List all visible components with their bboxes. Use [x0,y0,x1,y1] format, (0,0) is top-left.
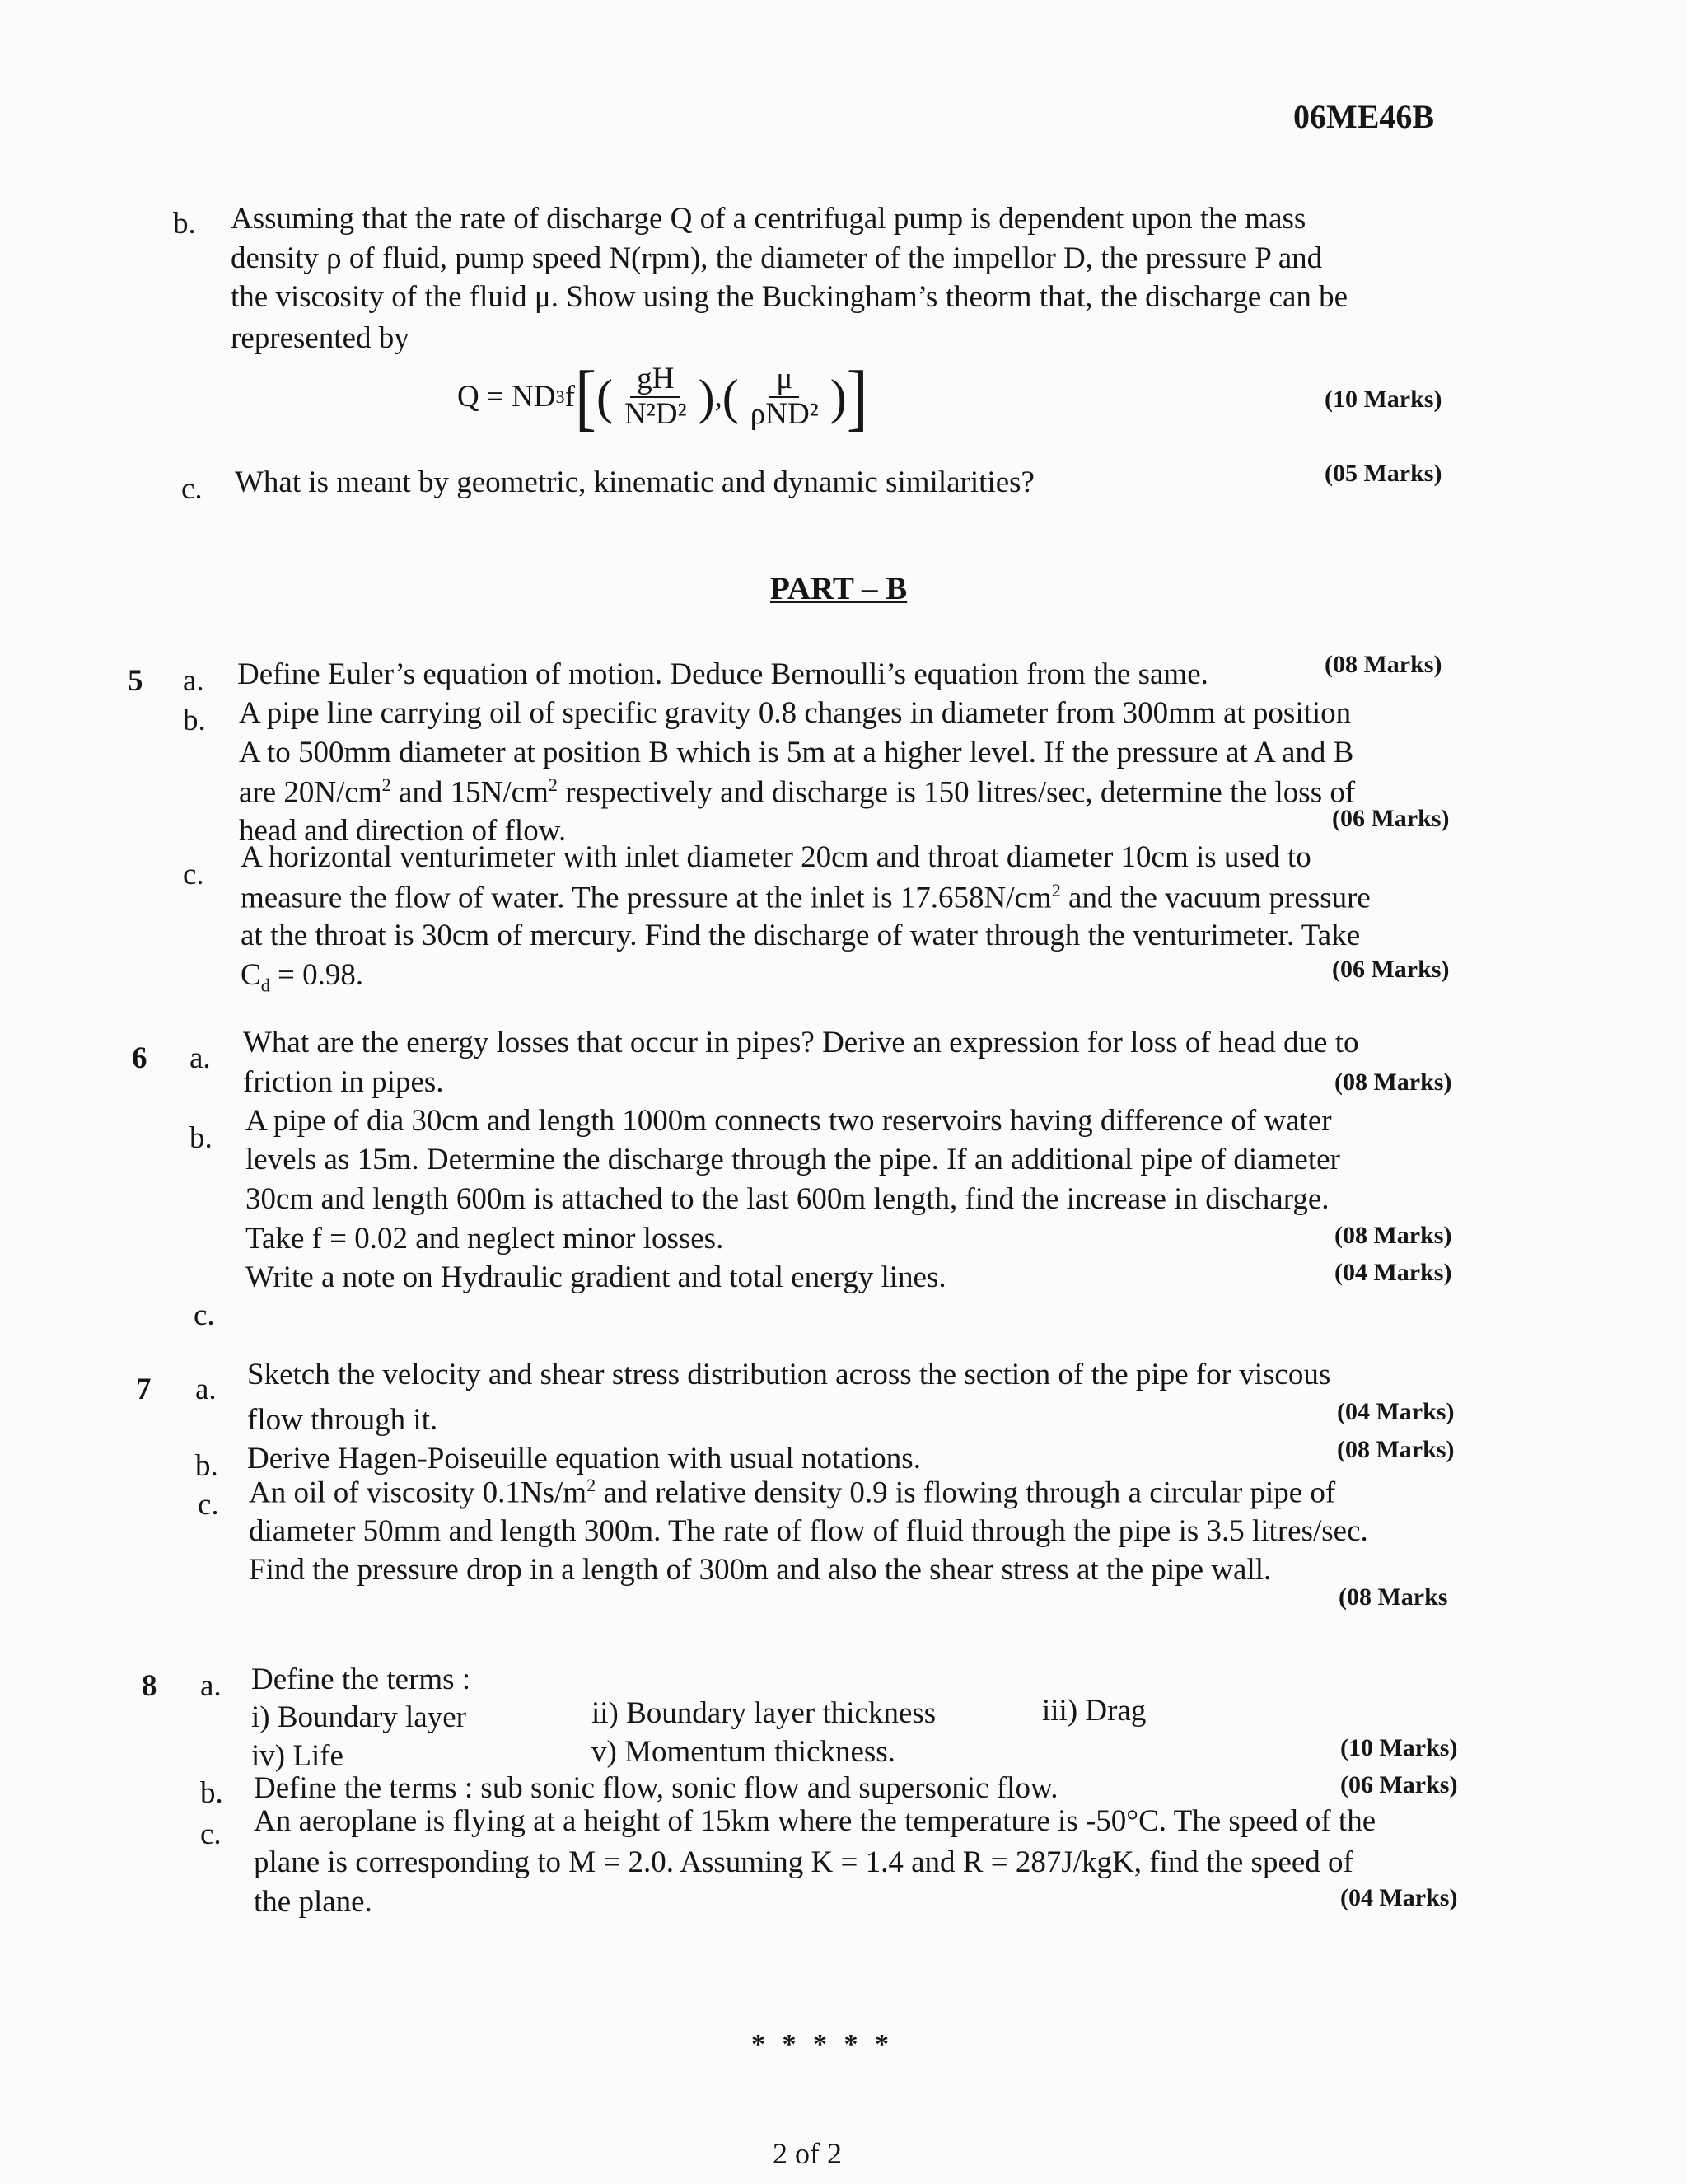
q5c-marks: (06 Marks) [1332,956,1450,983]
term-boundary-layer: i) Boundary layer [251,1700,466,1734]
frac2-denominator: ρND² [750,396,819,431]
q5c-line-1: A horizontal venturimeter with inlet diameter 20cm and throat diameter 10cm is used to [241,840,1311,874]
right-bracket-icon: ] [846,355,868,438]
q8a-label: a. [200,1669,222,1703]
q5a-marks: (08 Marks) [1325,651,1442,678]
q7b-label: b. [195,1449,218,1483]
q6c-marks: (04 Marks) [1334,1259,1452,1286]
frac1-denominator: N²D² [624,396,687,431]
q8-number: 8 [142,1669,157,1703]
part-b-title: PART – B [770,571,908,606]
q4c-text: What is meant by geometric, kinematic and dynamic similarities? [235,465,1035,499]
q5b-marks: (06 Marks) [1332,805,1450,832]
q5b-line-1: A pipe line carrying oil of specific gravity 0.8 changes in diameter from 300mm at position [239,696,1352,730]
q7c-label: c. [198,1488,219,1522]
end-stars: * * * * * [751,2029,894,2060]
q6c-label: c. [194,1298,215,1332]
q7a-line-2: flow through it. [247,1403,438,1437]
q5c-line-4: $C_d = 0.98$. [241,958,364,996]
q6a-marks: (08 Marks) [1334,1069,1452,1096]
q5-number: 5 [128,664,143,698]
q8c-label: c. [200,1817,222,1851]
formula-function: f [564,380,575,414]
q5c-line-2: measure the flow of water. The pressure at the inlet is $17.658N/cm^2$ and the vacuum pressure [241,880,1371,915]
q7c-line-1: An oil of viscosity $0.1Ns/m^2$ and relative density 0.9 is flowing through a circular pipe of [249,1475,1336,1510]
q4c-marks: (05 Marks) [1325,460,1442,487]
q8c-line-3: the plane. [254,1885,372,1919]
q7b-text: Derive Hagen-Poiseuille equation with usual notations. [247,1442,921,1475]
term-boundary-layer-thickness: ii) Boundary layer thickness [591,1696,937,1730]
q5a-label: a. [183,664,204,698]
frac1-numerator: gH [630,362,680,398]
term-momentum-thickness: v) Momentum thickness. [591,1735,895,1769]
q5b-line-3: are $20N/cm^2$ and $15N/cm^2$ respectively and discharge is 150 litres/sec, determine the loss of [239,774,1356,810]
q8a-intro: Define the terms : [251,1663,471,1696]
q7c-line-2: diameter 50mm and length 300m. The rate of flow of fluid through the pipe is 3.5 litres/sec. [249,1514,1368,1548]
q4b-marks: (10 Marks) [1325,386,1442,413]
q5c-label: c. [183,858,204,891]
q6-number: 6 [132,1041,147,1075]
formula-exponent: 3 [555,386,565,407]
q7a-label: a. [195,1373,217,1406]
buckingham-formula: Q = ND 3 f [ ( $\frac{gH}{\text{N²D²}}$ ) , ( $\frac{\mu}{\text{ρND²}}$ ) ] [457,355,868,438]
left-paren-icon: ( [722,369,739,424]
fraction-gh [618,362,694,431]
formula-lhs: Q = ND [457,380,556,414]
q7c-marks: (08 Marks [1339,1583,1448,1611]
q8b-marks: (06 Marks) [1340,1771,1458,1798]
q8c-marks: (04 Marks) [1340,1884,1458,1911]
q8a-marks: (10 Marks) [1340,1734,1458,1761]
q6a-line-1: What are the energy losses that occur in pipes? Derive an expression for loss of head due to [243,1026,1359,1059]
q8b-label: b. [200,1776,223,1810]
term-life: iv) Life [251,1739,343,1773]
q4b-line-3: the viscosity of the fluid μ. Show using the Buckingham’s theorm that, the discharge can be [231,280,1348,314]
q5b-line-4: head and direction of flow. [239,814,567,848]
q7-number: 7 [136,1373,152,1406]
page-number: 2 of 2 [773,2137,842,2170]
q7a-marks: (04 Marks) [1337,1398,1455,1425]
q8c-line-1: An aeroplane is flying at a height of 15km where the temperature is -50°C. The speed of the [254,1804,1376,1838]
q5c-line-3: at the throat is 30cm of mercury. Find the discharge of water through the venturimeter. Take [241,919,1361,952]
q4b-line-2: density ρ of fluid, pump speed N(rpm), the diameter of the impellor D, the pressure P and [231,241,1323,275]
paper-code: 06ME46B [1293,98,1435,135]
q6b-line-2: levels as 15m. Determine the discharge through the pipe. If an additional pipe of diameter [245,1143,1340,1176]
q5a-text: Define Euler’s equation of motion. Deduce Bernoulli’s equation from the same. [237,657,1208,691]
q6b-line-4: Take f = 0.02 and neglect minor losses. [245,1222,724,1256]
term-drag: iii) Drag [1042,1694,1147,1728]
left-bracket-icon: [ [574,355,596,438]
q6a-line-2: friction in pipes. [243,1065,444,1099]
q6a-label: a. [189,1041,211,1075]
q8b-text: Define the terms : sub sonic flow, sonic flow and supersonic flow. [254,1771,1058,1805]
q6b-line-3: 30cm and length 600m is attached to the last 600m length, find the increase in discharge. [245,1182,1330,1216]
q6b-label: b. [189,1121,213,1155]
q5b-label: b. [183,704,206,737]
fraction-mu [744,362,825,431]
q4b-label: b. [173,207,196,241]
right-paren-icon: ) [698,369,715,424]
q6b-line-1: A pipe of dia 30cm and length 1000m connects two reservoirs having difference of water [245,1104,1332,1138]
left-paren-icon: ( [596,369,613,424]
q5b-line-2: A to 500mm diameter at position B which is 5m at a higher level. If the pressure at A and B [239,736,1354,769]
q4b-line-1: Assuming that the rate of discharge Q of a centrifugal pump is dependent upon the mass [231,202,1306,236]
right-paren-icon: ) [829,369,847,424]
q8c-line-2: plane is corresponding to M = 2.0. Assuming K = 1.4 and R = 287J/kgK, find the speed of [254,1845,1353,1879]
q6b-marks: (08 Marks) [1334,1222,1452,1249]
q7a-line-1: Sketch the velocity and shear stress distribution across the section of the pipe for viscous [247,1358,1331,1391]
q6c-text: Write a note on Hydraulic gradient and total energy lines. [245,1260,946,1294]
q4b-line-4: represented by [231,321,409,355]
q4c-label: c. [181,472,203,506]
q7c-line-3: Find the pressure drop in a length of 300m and also the shear stress at the pipe wall. [249,1553,1272,1587]
q7b-marks: (08 Marks) [1337,1436,1455,1463]
frac2-numerator: μ [769,362,799,398]
